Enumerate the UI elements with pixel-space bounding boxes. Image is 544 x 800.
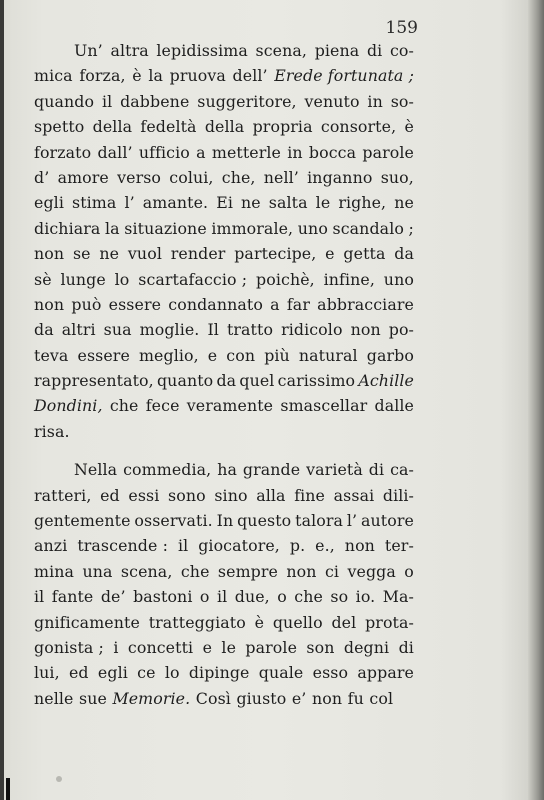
text-line	[34, 165, 414, 190]
word: non	[350, 320, 381, 340]
word: inganno	[307, 167, 373, 187]
word: gnificamente	[34, 612, 140, 632]
word: ne	[241, 193, 261, 213]
word: scena,	[255, 41, 308, 60]
word: teva	[34, 345, 69, 365]
word: sino	[214, 485, 248, 505]
text-line	[34, 686, 414, 711]
word: le	[315, 193, 331, 213]
text-line	[34, 216, 414, 241]
word: amore	[57, 167, 109, 187]
word: ed	[100, 485, 120, 505]
word: Achille	[358, 371, 414, 391]
word: infine,	[323, 269, 375, 289]
word: ci	[324, 561, 340, 581]
word: bocca	[308, 142, 357, 162]
word: partecipe,	[234, 244, 317, 264]
word: se	[72, 244, 91, 264]
word: sempre	[217, 561, 278, 581]
word: il	[216, 587, 228, 607]
word: altra	[110, 41, 149, 60]
word: fu	[347, 688, 364, 708]
word: de’	[100, 587, 126, 607]
word: amante.	[142, 193, 209, 213]
word: che,	[221, 167, 256, 187]
word: getta	[343, 244, 386, 264]
word: è	[132, 66, 142, 86]
word: quando	[34, 91, 95, 111]
word: fece	[145, 396, 180, 416]
text-line	[34, 419, 414, 444]
word: Ei	[216, 193, 233, 213]
text-line	[34, 559, 414, 584]
word: spetto	[34, 117, 85, 137]
paragraph-gap	[34, 444, 414, 457]
word: render	[170, 244, 226, 264]
paragraph	[34, 457, 414, 711]
word: sono	[168, 485, 206, 505]
text-line	[34, 610, 414, 635]
word: Erede fortunata ;	[274, 66, 414, 86]
word: meglio,	[138, 345, 199, 365]
page-right-edge-shadow	[528, 0, 544, 800]
word: consorte,	[320, 117, 397, 137]
word: lepidissima	[156, 41, 248, 60]
word: scartafaccio ;	[138, 269, 248, 289]
word: due,	[234, 587, 270, 607]
word: a	[196, 142, 206, 162]
word: sua	[103, 320, 132, 340]
text-line	[34, 241, 414, 266]
word: righe,	[338, 193, 387, 213]
word: propria	[252, 117, 313, 137]
word: autore	[361, 511, 414, 531]
text-line	[34, 508, 414, 533]
word: parole	[245, 637, 298, 657]
text-line	[34, 343, 414, 368]
word: e	[202, 637, 213, 657]
word: piena	[314, 41, 360, 60]
word: o	[277, 587, 287, 607]
word: da	[394, 244, 414, 264]
word: non	[34, 294, 65, 314]
word: a	[270, 294, 280, 314]
word: osservati.	[134, 511, 213, 531]
word: essi	[128, 485, 160, 505]
text-line	[34, 190, 414, 215]
word: so-	[390, 91, 414, 111]
word: io.	[355, 587, 376, 607]
word: rappresentato,	[34, 371, 154, 391]
word: giusto	[236, 688, 287, 708]
word: della	[204, 117, 245, 137]
word: fante	[51, 587, 94, 607]
word: altri	[61, 320, 96, 340]
scan-bottom-mark	[6, 778, 10, 800]
word: è	[404, 117, 414, 137]
word: ratteri,	[34, 485, 92, 505]
word: Un’	[74, 41, 103, 60]
word: egli	[34, 193, 64, 213]
word: lunge	[60, 269, 106, 289]
word: fedeltà	[140, 117, 197, 137]
word: ;	[408, 218, 414, 238]
word: più	[264, 345, 290, 365]
word: gentemente	[34, 511, 131, 531]
word: dipinge	[188, 663, 250, 683]
word: essere	[77, 345, 130, 365]
word: scena,	[120, 561, 173, 581]
word: in	[367, 91, 383, 111]
word: il	[34, 587, 45, 607]
text-line	[34, 267, 414, 292]
word: tratteggiato	[148, 612, 246, 632]
word: di	[366, 41, 383, 60]
text-line	[34, 660, 414, 685]
word: veramente	[186, 396, 274, 416]
word: egli	[97, 663, 128, 683]
word: o	[404, 561, 414, 581]
word: metterle	[211, 142, 281, 162]
text-line	[34, 38, 414, 63]
text-line	[34, 483, 414, 508]
word: o	[199, 587, 210, 607]
text-line	[34, 584, 414, 609]
word: che	[294, 587, 323, 607]
word: parole	[362, 142, 414, 162]
word: i	[113, 637, 119, 657]
word: ridicolo	[281, 320, 343, 340]
word: verso	[117, 167, 162, 187]
word: In	[216, 511, 234, 531]
word: giocatore,	[198, 536, 280, 556]
text-line	[34, 317, 414, 342]
word: questo	[237, 511, 292, 531]
word: lo	[164, 663, 180, 683]
word: di	[368, 460, 385, 480]
word: col	[369, 688, 394, 708]
word: anzi	[34, 536, 68, 556]
text-line	[34, 393, 414, 418]
word: Memorie.	[112, 688, 191, 708]
scan-left-edge	[0, 0, 4, 800]
word: degni	[343, 637, 390, 657]
word: Il	[207, 320, 219, 340]
word: son	[306, 637, 335, 657]
word: dabbene	[120, 91, 190, 111]
text-line	[34, 457, 414, 482]
word: Nella	[74, 460, 118, 480]
word: ca-	[390, 460, 414, 480]
word: quello	[272, 612, 323, 632]
word: nelle	[34, 688, 74, 708]
word: della	[92, 117, 133, 137]
word: ed	[68, 663, 89, 683]
word: quale	[258, 663, 304, 683]
word: abbracciare	[317, 294, 414, 314]
word: dalle	[374, 396, 414, 416]
word: che	[109, 396, 139, 416]
word: commedia,	[123, 460, 212, 480]
word: prota-	[365, 612, 414, 632]
word: e	[325, 244, 335, 264]
word: appare	[357, 663, 414, 683]
word: suo,	[380, 167, 414, 187]
word: fine	[294, 485, 326, 505]
paragraph	[34, 38, 414, 444]
word: immorale,	[211, 218, 294, 238]
word: vegga	[347, 561, 396, 581]
word: ufficio	[138, 142, 190, 162]
word: varietà	[306, 460, 363, 480]
word: trascende :	[77, 536, 169, 556]
word: co-	[389, 41, 414, 60]
word: dell’	[232, 66, 268, 86]
word: essere	[108, 294, 162, 314]
word: e.,	[315, 536, 335, 556]
word: p.	[289, 536, 306, 556]
word: sue	[79, 688, 107, 708]
text-line	[34, 292, 414, 317]
word: il	[101, 91, 113, 111]
word: non	[34, 244, 65, 264]
word: può	[71, 294, 102, 314]
word: da	[216, 371, 237, 391]
word: talora	[295, 511, 344, 531]
word: di	[398, 637, 414, 657]
text-line	[34, 114, 414, 139]
word: l’	[346, 511, 358, 531]
word: e	[207, 345, 218, 365]
word: lui,	[34, 663, 60, 683]
text-line	[34, 140, 414, 165]
word: salta	[268, 193, 308, 213]
word: bastoni	[133, 587, 193, 607]
word: far	[286, 294, 310, 314]
word: l’	[124, 193, 135, 213]
word: alla	[256, 485, 286, 505]
word: so	[330, 587, 349, 607]
word: assai	[333, 485, 375, 505]
word: nell’	[263, 167, 299, 187]
word: vuol	[127, 244, 162, 264]
word: non	[344, 536, 375, 556]
page-number: 159	[385, 18, 418, 38]
word: e’	[291, 688, 307, 708]
word: esso	[312, 663, 349, 683]
word: garbo	[366, 345, 414, 365]
text-line	[34, 89, 414, 114]
word: d’	[34, 167, 50, 187]
word: ha	[217, 460, 237, 480]
text-line	[34, 635, 414, 660]
word: dall’	[97, 142, 133, 162]
word: natural	[298, 345, 358, 365]
word: con	[226, 345, 256, 365]
word: stima	[72, 193, 117, 213]
word: tratto	[226, 320, 274, 340]
word: dichiara	[34, 218, 101, 238]
word: concetti	[127, 637, 194, 657]
word: da	[34, 320, 54, 340]
word: grande	[242, 460, 301, 480]
word: carissimo	[277, 371, 356, 391]
word: del	[331, 612, 357, 632]
word: ne	[99, 244, 120, 264]
word: le	[221, 637, 237, 657]
word: è	[254, 612, 265, 632]
word: gonista ;	[34, 637, 104, 657]
word: Ma-	[382, 587, 414, 607]
word: in	[287, 142, 303, 162]
word: situazione	[124, 218, 207, 238]
word: suggeritore,	[197, 91, 297, 111]
word: uno	[297, 218, 328, 238]
word: dili-	[382, 485, 414, 505]
word: ne	[394, 193, 414, 213]
word: Dondini,	[34, 396, 103, 416]
word: colui,	[169, 167, 214, 187]
word: forzato	[34, 142, 92, 162]
word: la	[148, 66, 163, 86]
word: il	[177, 536, 189, 556]
word: la	[105, 218, 120, 238]
text-line	[34, 63, 414, 88]
word: lo	[114, 269, 130, 289]
word: mica	[34, 66, 73, 86]
text-line	[34, 368, 414, 393]
word: quel	[239, 371, 275, 391]
word: poichè,	[256, 269, 315, 289]
word: non	[286, 561, 317, 581]
word: smascellar	[280, 396, 368, 416]
word: quanto	[156, 371, 214, 391]
word: mina	[34, 561, 75, 581]
word: uno	[383, 269, 414, 289]
word: ce	[137, 663, 156, 683]
word: sè	[34, 269, 52, 289]
word: po-	[388, 320, 414, 340]
body-text	[34, 38, 414, 711]
word: condannato	[168, 294, 263, 314]
word: pruova	[169, 66, 226, 86]
word: una	[82, 561, 113, 581]
word: che	[180, 561, 210, 581]
word: moglie.	[139, 320, 200, 340]
word: forza,	[79, 66, 126, 86]
word: Così	[195, 688, 231, 708]
word: non	[311, 688, 343, 708]
word: ter-	[384, 536, 414, 556]
word: venuto	[304, 91, 360, 111]
text-line	[34, 533, 414, 558]
word: scandalo	[332, 218, 404, 238]
word: risa.	[34, 421, 70, 441]
paper-speck	[56, 776, 62, 782]
